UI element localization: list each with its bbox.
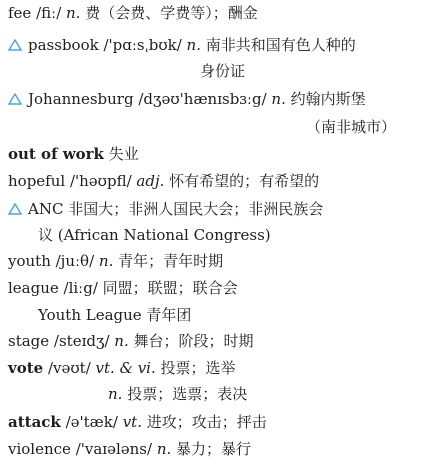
definition: 失业 [103, 145, 139, 163]
definition: 约翰内斯堡 [285, 90, 366, 108]
definition: 暴力；暴行 [171, 440, 252, 458]
headword: out of work [8, 145, 104, 163]
part-of-speech: vt. & vi. [95, 359, 156, 377]
phonetic: /liːg/ [58, 279, 103, 297]
headword: league [8, 279, 59, 297]
definition: 身份证 [200, 62, 246, 80]
definition: 舞台；阶段；时期 [128, 332, 254, 350]
part-of-speech: n. [186, 36, 201, 54]
entry-violence [8, 438, 251, 460]
headword: passbook [28, 36, 99, 54]
definition: 同盟；联盟；联合会 [102, 279, 238, 297]
headword: fee [8, 4, 32, 22]
headword: vote [8, 359, 44, 377]
phonetic: /dʒəʊ'hænɪsbɜːg/ [133, 90, 272, 108]
definition: 南非共和国有色人种的 [200, 36, 356, 54]
headword: Johannesburg [28, 90, 134, 108]
entry-passbook [8, 34, 356, 56]
part-of-speech: n. [108, 385, 123, 403]
part-of-speech: vt. [122, 413, 142, 431]
phonetic: /steɪdʒ/ [49, 332, 115, 350]
headword: attack [8, 413, 61, 431]
phonetic: /juːθ/ [50, 252, 99, 270]
entry-continuation [306, 116, 396, 138]
part-of-speech: adj. [136, 172, 165, 190]
entry-anc [8, 198, 323, 220]
definition: 投票；选举 [155, 359, 236, 377]
definition: 怀有希望的；有希望的 [164, 172, 320, 190]
entry-fee [8, 2, 258, 24]
phonetic: /vəʊt/ [43, 359, 96, 377]
phonetic: /'pɑːsˌbʊk/ [98, 36, 187, 54]
entry-continuation [200, 60, 245, 82]
headword: violence [8, 440, 71, 458]
entry-johannesburg [8, 88, 366, 110]
phonetic: /'vaɪələns/ [70, 440, 157, 458]
entry-attack [8, 411, 267, 433]
phonetic: /fiː/ [31, 4, 67, 22]
definition: 费（会费、学费等）；酬金 [80, 4, 258, 22]
definition: 非国大；非洲人国民大会；非洲民族会 [63, 200, 324, 218]
entry-league [8, 277, 238, 299]
entry-vote [8, 357, 236, 379]
part-of-speech: n. [114, 332, 129, 350]
headword: stage [8, 332, 50, 350]
entry-stage [8, 330, 254, 352]
entry-out-of-work [8, 143, 139, 165]
triangle-outline-icon [8, 203, 22, 215]
triangle-outline-icon [8, 39, 22, 51]
triangle-outline-icon [8, 93, 22, 105]
part-of-speech: n. [66, 4, 81, 22]
part-of-speech: n. [156, 440, 172, 458]
entry-hopeful [8, 170, 319, 192]
entry-youth [8, 250, 223, 272]
definition: 投票；选票；表决 [122, 385, 248, 403]
entry-continuation [108, 383, 247, 405]
headword: youth [8, 252, 51, 270]
part-of-speech: n. [98, 252, 114, 270]
headword: hopeful [8, 172, 66, 190]
phonetic: /ə'tæk/ [60, 413, 123, 431]
definition: 进攻；攻击；抨击 [141, 413, 267, 431]
definition: 议 (African National Congress) [38, 226, 271, 244]
phonetic: /'həʊpfl/ [65, 172, 137, 190]
definition: 青年；青年时期 [113, 252, 224, 270]
entry-continuation [38, 304, 191, 326]
headword: ANC [28, 200, 64, 218]
definition: Youth League 青年团 [38, 306, 192, 324]
part-of-speech: n. [271, 90, 286, 108]
definition: （南非城市） [306, 118, 397, 136]
entry-continuation [38, 224, 271, 246]
